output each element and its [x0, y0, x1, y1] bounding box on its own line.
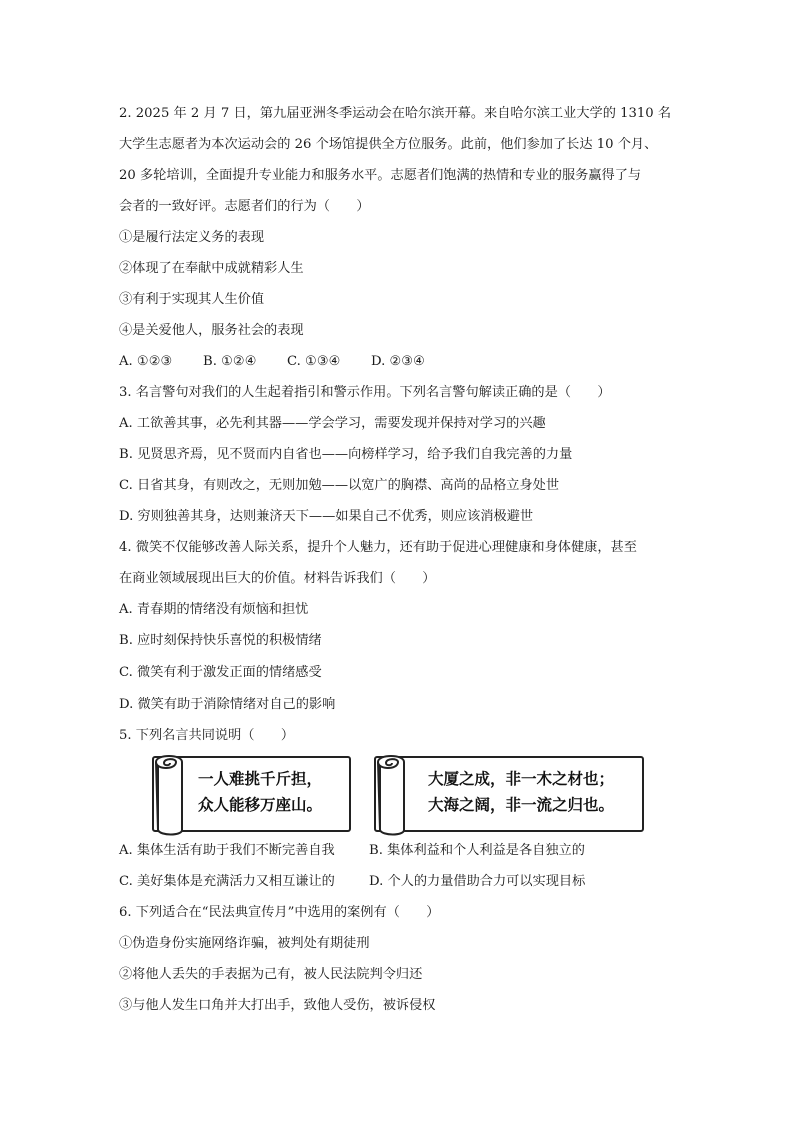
scroll-left-line-2: 众人能移万座山。	[198, 796, 323, 814]
q4-stem-line-2: 在商业领域展现出巨大的价值。材料告诉我们（ ）	[119, 571, 436, 586]
q6-statement-1: ①伪造身份实施网络诈骗，被判处有期徒刑	[119, 936, 370, 951]
q2-option-a[interactable]: A. ①②③	[119, 354, 173, 369]
q5-options-row-2	[119, 873, 585, 891]
q3-option-a[interactable]: A. 工欲善其事，必先利其器——学会学习，需要发现并保持对学习的兴趣	[119, 416, 546, 431]
scroll-right-line-2: 大海之阔，非一流之归也。	[428, 796, 615, 814]
q4-stem-line-1: 4. 微笑不仅能够改善人际关系，提升个人魅力，还有助于促进心理健康和身体健康，甚至	[119, 540, 637, 555]
scroll-left-line-1: 一人难挑千斤担，	[198, 770, 323, 788]
q2-stem-line-4: 会者的一致好评。志愿者们的行为（ ）	[119, 199, 370, 214]
q3-option-c[interactable]: C. 日省其身，有则改之，无则加勉——以宽广的胸襟、高尚的品格立身处世	[119, 478, 560, 493]
q6-stem: 6. 下列适合在“民法典宣传月”中选用的案例有（ ）	[119, 905, 440, 920]
scroll-roll-icon	[374, 752, 408, 838]
q2-option-d[interactable]: D. ②③④	[371, 354, 425, 369]
q3-option-b[interactable]: B. 见贤思齐焉，见不贤而内自省也——向榜样学习，给予我们自我完善的力量	[119, 447, 573, 462]
q2-statement-2: ②体现了在奉献中成就精彩人生	[119, 261, 304, 276]
q2-option-c[interactable]: C. ①③④	[287, 354, 341, 369]
q5-option-c[interactable]: C. 美好集体是充满活力又相互谦让的	[119, 874, 335, 889]
q5-stem: 5. 下列名言共同说明（ ）	[119, 728, 295, 743]
q5-option-a[interactable]: A. 集体生活有助于我们不断完善自我	[119, 843, 335, 858]
q5-options-row-1	[119, 842, 585, 860]
q4-option-b[interactable]: B. 应时刻保持快乐喜悦的积极情绪	[119, 633, 322, 648]
q2-stem-line-3: 20 多轮培训，全面提升专业能力和服务水平。志愿者们饱满的热情和专业的服务赢得了与	[119, 168, 642, 183]
q6-statement-2: ②将他人丢失的手表据为己有，被人民法院判令归还	[119, 967, 423, 982]
quote-scroll-left	[152, 756, 351, 832]
q2-stem-line-1: 2. 2025 年 2 月 7 日，第九届亚洲冬季运动会在哈尔滨开幕。来自哈尔滨工业大学的 1310 名	[119, 106, 672, 121]
q2-stem-line-2: 大学生志愿者为本次运动会的 26 个场馆提供全方位服务。此前，他们参加了长达 10 个月、	[119, 137, 658, 152]
q5-option-d[interactable]: D. 个人的力量借助合力可以实现目标	[369, 874, 586, 889]
q2-statement-1: ①是履行法定义务的表现	[119, 230, 265, 245]
q3-stem: 3. 名言警句对我们的人生起着指引和警示作用。下列名言警句解读正确的是（ ）	[119, 385, 611, 400]
q5-option-b[interactable]: B. 集体利益和个人利益是各自独立的	[369, 843, 585, 858]
q6-statement-3: ③与他人发生口角并大打出手，致他人受伤，被诉侵权	[119, 998, 436, 1013]
q4-option-d[interactable]: D. 微笑有助于消除情绪对自己的影响	[119, 697, 336, 712]
q2-statement-4: ④是关爱他人，服务社会的表现	[119, 323, 304, 338]
scroll-roll-icon	[152, 752, 186, 838]
scroll-right-line-1: 大厦之成，非一木之材也；	[428, 770, 615, 788]
quote-scroll-right	[374, 756, 644, 832]
q4-option-a[interactable]: A. 青春期的情绪没有烦恼和担忧	[119, 602, 309, 617]
q2-option-b[interactable]: B. ①②④	[203, 354, 257, 369]
q3-option-d[interactable]: D. 穷则独善其身，达则兼济天下——如果自己不优秀，则应该消极避世	[119, 509, 534, 524]
q4-option-c[interactable]: C. 微笑有利于激发正面的情绪感受	[119, 665, 322, 680]
q2-statement-3: ③有利于实现其人生价值	[119, 292, 265, 307]
q2-options	[119, 353, 425, 371]
